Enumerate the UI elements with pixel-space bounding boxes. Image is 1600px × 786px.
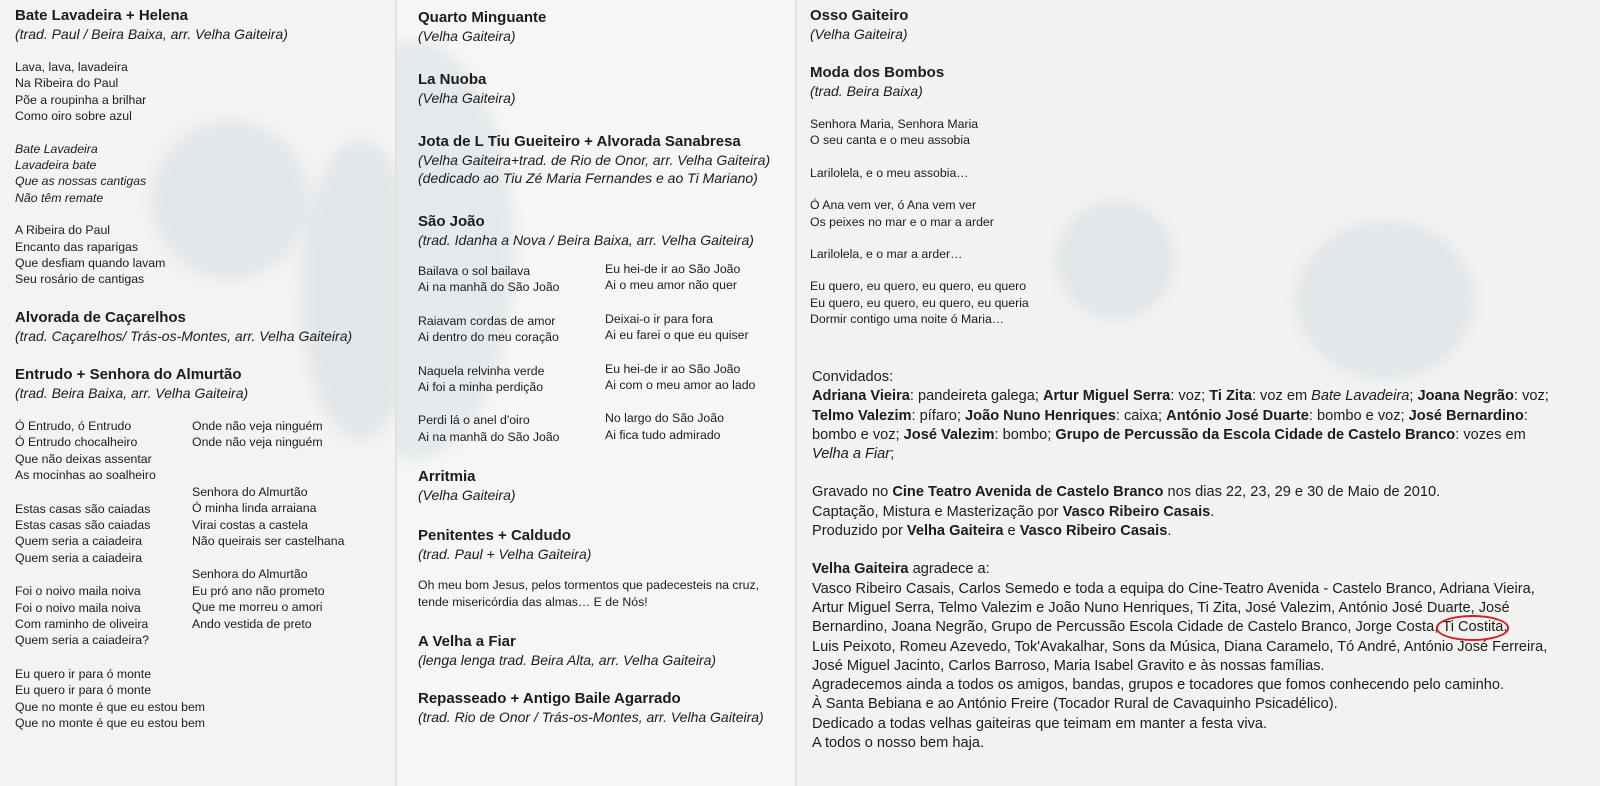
text: Bernardino, Joana Negrão, Grupo de Percussão Escola Cidade de Castelo Branco, Jorge Costa, xyxy=(812,619,1443,636)
lyric-line: O seu canta e o meu assobia xyxy=(810,133,970,148)
text: , xyxy=(1503,619,1508,636)
lyric-line: Ai foi a minha perdição xyxy=(418,380,544,395)
lyric-line: Bate Lavadeira xyxy=(15,141,98,156)
lyric-line: Ai eu farei o que eu quiser xyxy=(605,328,749,343)
photo-shadow xyxy=(1055,200,1175,320)
text: agradece a: xyxy=(908,561,990,578)
song-credit: (trad. Caçarelhos/ Trás-os-Montes, arr. Velha Gaiteira) xyxy=(15,327,353,344)
guest-role: : bombo; xyxy=(994,426,1056,443)
text: Produzido por xyxy=(812,523,907,540)
song-title: Repasseado + Antigo Baile Agarrado xyxy=(418,690,681,708)
recording-line xyxy=(812,483,1587,502)
song-bate-lavadeira xyxy=(15,6,390,288)
ack-line: Luis Peixoto, Romeu Azevedo, Tok'Avakalhar, Sons da Música, Diana Caramelo, Tó André, António José Ferreira, xyxy=(812,638,1548,655)
lyric-line: Quem seria a caiadeira xyxy=(15,534,143,549)
text: . xyxy=(1210,503,1215,520)
song-title: Alvorada de Caçarelhos xyxy=(15,308,186,326)
guest-role: : caixa; xyxy=(1115,407,1167,424)
lyric-line: Os peixes no mar e o mar a arder xyxy=(810,214,994,229)
lyric-line: Que as nossas cantigas xyxy=(15,174,147,189)
song-credit: (trad. Beira Baixa) xyxy=(810,83,923,99)
lyric-line: Com raminho de oliveira xyxy=(15,616,149,631)
lyric-line: Que desfiam quando lavam xyxy=(15,256,166,271)
lyric-line: Ó minha linda arraiana xyxy=(192,501,317,516)
producer-line xyxy=(812,522,1587,541)
lyric-line: Deixai-o ir para fora xyxy=(605,311,713,326)
song-alvorada xyxy=(15,308,390,345)
song-title: A Velha a Fiar xyxy=(418,633,516,651)
song-credit: (Velha Gaiteira) xyxy=(418,487,516,504)
band-name: Velha Gaiteira xyxy=(812,561,909,578)
column-3-lyrics xyxy=(810,6,1029,348)
song-osso-gaiteiro xyxy=(810,6,1029,43)
lyric-line: Põe a roupinha a brilhar xyxy=(15,92,147,107)
ack-line: Dedicado a todas velhas gaiteiras que teimam em manter a festa viva. xyxy=(812,715,1268,732)
lyric-line: Bailava o sol bailava xyxy=(418,264,531,278)
song-credit: (trad. Beira Baixa, arr. Velha Gaiteira) xyxy=(15,384,249,401)
highlighted-name: Ti Costita xyxy=(1442,619,1504,636)
lyric-line: Eu hei-de ir ao São João xyxy=(605,361,741,376)
lyric-line: Dormir contigo uma noite ó Maria… xyxy=(810,312,1005,327)
lyric-line: Estas casas são caiadas xyxy=(15,501,151,516)
lyric-line: Oh meu bom Jesus, pelos tormentos que padecesteis na cruz, xyxy=(418,578,760,593)
lyric-line: Larilolela, e o meu assobia… xyxy=(810,165,969,180)
stanza xyxy=(15,666,206,732)
lyric-line: Senhora do Almurtão xyxy=(192,567,308,582)
song-credit: (Velha Gaiteira) xyxy=(418,90,516,106)
lyric-line: Onde não veja ninguém xyxy=(192,435,323,450)
acknowledgements xyxy=(812,560,1587,753)
stanza xyxy=(15,583,192,649)
song-title: Quarto Minguante xyxy=(418,9,547,26)
ack-line: À Santa Bebiana e ao António Freire (Tocador Rural de Cavaquinho Psicadélico). xyxy=(812,696,1338,713)
song-credit: (trad. Paul / Beira Baixa, arr. Velha Gaiteira) xyxy=(15,26,288,42)
page-fold xyxy=(795,0,797,786)
lyric-line: Lava, lava, lavadeira xyxy=(15,60,128,74)
engineer-name: Vasco Ribeiro Casais xyxy=(1062,503,1211,520)
guest-role: : pandeireta galega; xyxy=(909,388,1043,405)
separator: ; xyxy=(1409,388,1418,405)
song-credit: (lenga lenga trad. Beira Alta, arr. Velha Gaiteira) xyxy=(418,652,717,669)
lyric-line: Ó Entrudo, ó Entrudo xyxy=(15,418,132,433)
song-credit: (trad. Rio de Onor / Trás-os-Montes, arr. Velha Gaiteira) xyxy=(418,709,764,726)
lyric-line: tende misericórdia das almas… E de Nós! xyxy=(418,594,648,609)
song-jota xyxy=(418,132,790,187)
song-title: Arritmia xyxy=(418,468,476,486)
stanza-chorus xyxy=(15,141,390,207)
stanza xyxy=(192,418,382,451)
lyric-line: Naquela relvinha verde xyxy=(418,363,545,378)
song-title: Bate Lavadeira + Helena xyxy=(15,7,189,24)
guest-name: Ti Zita xyxy=(1209,388,1252,405)
song-velha-a-fiar xyxy=(418,632,790,669)
song-credit: (Velha Gaiteira) xyxy=(418,28,516,44)
recording-info xyxy=(812,483,1587,541)
lyric-line: Raiavam cordas de amor xyxy=(418,313,556,328)
lyrics-left xyxy=(418,263,605,445)
guest-role: : voz em xyxy=(1251,388,1312,405)
song-credit: (Velha Gaiteira) xyxy=(810,26,908,42)
lyric-line: A Ribeira do Paul xyxy=(15,223,111,238)
stanza xyxy=(418,313,605,346)
text: . xyxy=(1167,523,1172,540)
ack-line xyxy=(812,618,1587,637)
guest-name: Adriana Vieira xyxy=(812,388,910,405)
lyric-line: Eu pró ano não prometo xyxy=(192,583,325,598)
lyrics-right xyxy=(192,418,382,732)
lyric-line: Encanto das raparigas xyxy=(15,239,139,254)
separator: ; xyxy=(890,446,895,463)
lyric-line: Ando vestida de preto xyxy=(192,616,312,631)
lyric-line: No largo do São João xyxy=(605,411,724,426)
stanza xyxy=(418,363,605,396)
lyric-line: Ai com o meu amor ao lado xyxy=(605,378,756,393)
lyric-line: Quem seria a caiadeira? xyxy=(15,633,149,648)
lyric-line: Ó Ana vem ver, ó Ana vem ver xyxy=(810,198,977,213)
stanza xyxy=(810,278,1029,327)
stanza xyxy=(810,197,1029,230)
song-title: São João xyxy=(418,213,485,230)
ack-line: Agradecemos ainda a todos os amigos, bandas, grupos e tocadores que fomos conhecendo pelo caminho. xyxy=(812,677,1505,694)
lyric-line: Foi o noivo maila noiva xyxy=(15,600,141,615)
guest-name: Artur Miguel Serra xyxy=(1042,388,1171,405)
song-title: Jota de L Tiu Gueiteiro + Alvorada Sanabresa xyxy=(418,133,741,150)
stanza xyxy=(605,361,785,394)
song-ref: Bate Lavadeira xyxy=(1311,388,1410,405)
stanza xyxy=(810,116,1029,149)
guest-role: : xyxy=(1523,407,1528,424)
lyric-line: Eu quero, eu quero, eu quero, eu quero xyxy=(810,279,1027,294)
lyric-line: Senhora do Almurtão xyxy=(192,484,308,499)
stanza xyxy=(605,311,785,344)
song-title: Osso Gaiteiro xyxy=(810,7,909,24)
stanza xyxy=(15,222,390,288)
ack-heading xyxy=(812,560,1587,579)
text: e xyxy=(1003,523,1020,540)
column-2 xyxy=(418,8,790,726)
guest-name: Grupo de Percussão da Escola Cidade de Castelo Branco xyxy=(1055,426,1456,443)
lyric-line: Na Ribeira do Paul xyxy=(15,76,119,91)
guests-text xyxy=(812,387,1587,464)
song-dedication: (dedicado ao Tiu Zé Maria Fernandes e ao Ti Mariano) xyxy=(418,170,758,186)
lyric-line: Quem seria a caiadeira xyxy=(15,550,143,565)
lyric-line: Que no monte é que eu estou bem xyxy=(15,715,206,730)
guest-name: Telmo Valezim xyxy=(812,407,912,424)
stanza xyxy=(192,484,382,550)
stanza xyxy=(810,165,1029,181)
song-ref: Velha a Fiar xyxy=(812,446,891,463)
text: nos dias 22, 23, 29 e 30 de Maio de 2010. xyxy=(1163,484,1441,501)
lyrics-two-columns xyxy=(418,263,790,445)
song-penitentes xyxy=(418,526,790,610)
song-la-nuoba xyxy=(418,70,790,107)
stanza xyxy=(15,418,192,484)
ack-line: José Miguel Jacinto, Carlos Barroso, Maria Isabel Gravito e às nossas famílias. xyxy=(812,657,1325,674)
guest-name: José Valezim xyxy=(903,426,995,443)
song-title: La Nuoba xyxy=(418,71,487,88)
song-title: Penitentes + Caldudo xyxy=(418,527,571,545)
column-1 xyxy=(15,6,390,751)
lyric-line: Ai fica tudo admirado xyxy=(605,427,721,442)
lyrics-right xyxy=(605,261,785,445)
guest-role: : voz; xyxy=(1513,388,1549,405)
circled-name xyxy=(1442,618,1503,637)
producer-name: Velha Gaiteira xyxy=(906,523,1004,540)
lyric-line: Eu hei-de ir ao São João xyxy=(605,262,741,276)
song-credit: (trad. Idanha a Nova / Beira Baixa, arr. Velha Gaiteira) xyxy=(418,232,754,248)
lyric-line: Ai dentro do meu coração xyxy=(418,330,559,345)
lyric-line: As mocinhas ao soalheiro xyxy=(15,468,156,483)
lyric-line: Não têm remate xyxy=(15,190,104,205)
ack-line: Artur Miguel Serra, Telmo Valezim e João Nuno Henriques, Ti Zita, José Valezim, António José Duarte, José xyxy=(812,599,1510,616)
text: Captação, Mistura e Masterização por xyxy=(812,503,1063,520)
song-quarto-minguante xyxy=(418,8,790,45)
lyric-line: Perdi lá o anel d'oiro xyxy=(418,413,530,428)
guest-name: Joana Negrão xyxy=(1417,388,1514,405)
song-repasseado xyxy=(418,689,790,726)
guest-role: : bombo e voz; xyxy=(1308,407,1409,424)
lyric-line: Ai o meu amor não quer xyxy=(605,278,737,293)
lyric-line: Eu quero, eu quero, eu quero, eu queria xyxy=(810,295,1029,310)
lyric-line: Larilolela, e o mar a arder… xyxy=(810,247,963,262)
lyric-line: Que me morreu o amori xyxy=(192,600,323,615)
guests-label: Convidados: xyxy=(812,369,894,385)
text: Gravado no xyxy=(812,484,893,501)
guest-role: : voz; xyxy=(1170,388,1210,405)
lyric-line: Ai na manhã do São João xyxy=(418,429,560,444)
lyric-line: Senhora Maria, Senhora Maria xyxy=(810,117,979,131)
red-circle-annotation xyxy=(1436,615,1509,640)
stanza xyxy=(605,410,785,443)
lyric-line: Lavadeira bate xyxy=(15,158,97,173)
lyric-line: Ó Entrudo chocalheiro xyxy=(15,435,138,450)
venue-name: Cine Teatro Avenida de Castelo Branco xyxy=(892,484,1164,501)
ack-line: A todos o nosso bem haja. xyxy=(812,735,984,752)
mixing-line xyxy=(812,503,1587,522)
stanza xyxy=(810,246,1029,262)
lyric-line: Estas casas são caiadas xyxy=(15,517,151,532)
stanza xyxy=(15,59,390,125)
lyric-line: Não queirais ser castelhana xyxy=(192,533,345,548)
guest-role: : vozes em xyxy=(1455,426,1526,443)
lyric-line: Virai costas a castela xyxy=(192,517,308,532)
lyric-line: Que não deixas assentar xyxy=(15,451,152,466)
lyrics-two-columns xyxy=(15,418,390,732)
lyric-line: Onde não veja ninguém xyxy=(192,418,323,433)
credits-block xyxy=(812,368,1587,753)
stanza xyxy=(605,261,785,294)
song-credit: (trad. Paul + Velha Gaiteira) xyxy=(418,546,592,563)
lyric-line: Que no monte é que eu estou bem xyxy=(15,699,206,714)
ack-line: Vasco Ribeiro Casais, Carlos Semedo e toda a equipa do Cine-Teatro Avenida - Castelo Branco, Adriana Vieira, xyxy=(812,580,1535,597)
lyric-line: Seu rosário de cantigas xyxy=(15,272,145,287)
photo-shadow xyxy=(1295,220,1475,380)
lyrics-left xyxy=(15,418,206,732)
guest-name: José Bernardino xyxy=(1408,407,1524,424)
lyric-line: Foi o noivo maila noiva xyxy=(15,584,141,599)
producer-name: Vasco Ribeiro Casais xyxy=(1019,523,1168,540)
stanza xyxy=(418,263,605,296)
guests xyxy=(812,368,1587,464)
stanza xyxy=(192,566,382,632)
song-arritmia xyxy=(418,467,790,504)
lyric-line: Eu quero ir para ó monte xyxy=(15,666,152,681)
guest-name: João Nuno Henriques xyxy=(965,407,1116,424)
lyric-line: Ai na manhã do São João xyxy=(418,280,560,295)
guest-role: : pífaro; xyxy=(911,407,966,424)
song-title: Entrudo + Senhora do Almurtão xyxy=(15,365,242,383)
lyric-line: Como oiro sobre azul xyxy=(15,109,132,124)
lyric-line: Eu quero ir para ó monte xyxy=(15,683,152,698)
song-sao-joao xyxy=(418,212,790,445)
stanza xyxy=(418,577,790,610)
song-credit: (Velha Gaiteira+trad. de Rio de Onor, arr. Velha Gaiteira) xyxy=(418,152,771,168)
song-title: Moda dos Bombos xyxy=(810,64,945,81)
song-moda-dos-bombos xyxy=(810,63,1029,328)
stanza xyxy=(15,501,192,567)
stanza xyxy=(418,412,605,445)
guest-role: bombo e voz; xyxy=(812,426,904,443)
guest-name: António José Duarte xyxy=(1166,407,1309,424)
song-entrudo xyxy=(15,365,390,732)
page-fold xyxy=(395,0,397,786)
